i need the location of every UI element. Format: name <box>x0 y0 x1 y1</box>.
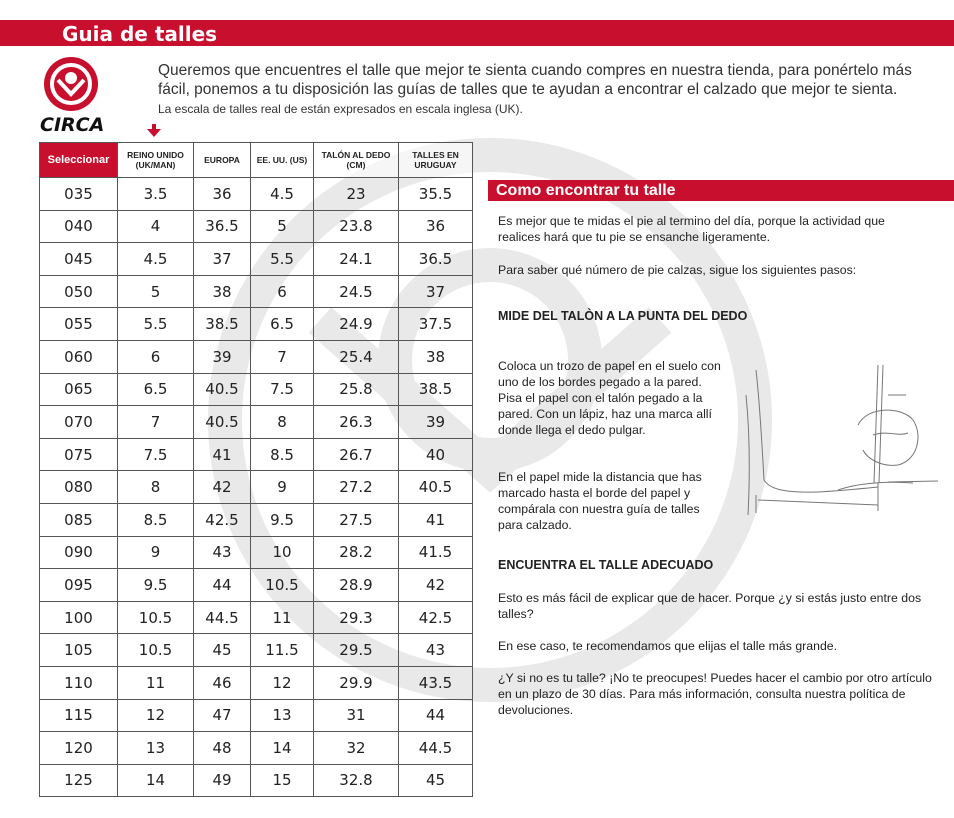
cell-cm: 23 <box>314 178 399 211</box>
cell-cm: 24.1 <box>314 243 399 276</box>
cell-us: 10 <box>251 536 314 569</box>
cell-uk: 7.5 <box>118 438 194 471</box>
cell-uruguay: 38.5 <box>399 373 473 406</box>
cell-select-code[interactable]: 110 <box>40 666 118 699</box>
cell-uruguay: 41 <box>399 503 473 536</box>
cell-uk: 9.5 <box>118 569 194 602</box>
cell-cm: 24.9 <box>314 308 399 341</box>
table-row[interactable] <box>40 503 473 536</box>
circa-logo <box>38 54 104 136</box>
cell-select-code[interactable]: 035 <box>40 178 118 211</box>
section-title: Como encontrar tu talle <box>496 182 676 199</box>
cell-europe: 44 <box>194 569 251 602</box>
arrow-down-icon <box>146 124 162 138</box>
paragraph-step-measure: En el papel mide la distancia que has marcado hasta el borde del papel y compárala con nuestra guía de talles para calzado. <box>498 470 702 532</box>
table-row[interactable] <box>40 634 473 667</box>
cell-cm: 29.9 <box>314 666 399 699</box>
cell-select-code[interactable]: 105 <box>40 634 118 667</box>
cell-cm: 32.8 <box>314 764 399 797</box>
cell-us: 8.5 <box>251 438 314 471</box>
cell-us: 10.5 <box>251 569 314 602</box>
cell-uk: 10.5 <box>118 634 194 667</box>
heading-find-size: ENCUENTRA EL TALLE ADECUADO <box>498 558 714 572</box>
cell-us: 5 <box>251 210 314 243</box>
cell-select-code[interactable]: 125 <box>40 764 118 797</box>
cell-us: 14 <box>251 732 314 765</box>
cell-uk: 8.5 <box>118 503 194 536</box>
cell-uk: 9 <box>118 536 194 569</box>
cell-uruguay: 43 <box>399 634 473 667</box>
cell-us: 5.5 <box>251 243 314 276</box>
cell-europe: 37 <box>194 243 251 276</box>
table-row[interactable] <box>40 666 473 699</box>
cell-uruguay: 36.5 <box>399 243 473 276</box>
cell-cm: 28.2 <box>314 536 399 569</box>
table-row[interactable] <box>40 601 473 634</box>
cell-uk: 6 <box>118 340 194 373</box>
cell-europe: 48 <box>194 732 251 765</box>
table-row[interactable] <box>40 340 473 373</box>
cell-us: 7 <box>251 340 314 373</box>
column-header-europe: EUROPA <box>194 143 251 178</box>
cell-select-code[interactable]: 040 <box>40 210 118 243</box>
cell-uruguay: 37.5 <box>399 308 473 341</box>
cell-uk: 10.5 <box>118 601 194 634</box>
cell-uk: 3.5 <box>118 178 194 211</box>
paragraph-tip: Es mejor que te midas el pie al termino del día, porque la actividad que realices hará que tu pie se ensanche ligeramente. <box>498 214 885 244</box>
cell-select-code[interactable]: 060 <box>40 340 118 373</box>
cell-europe: 36 <box>194 178 251 211</box>
cell-europe: 40.5 <box>194 373 251 406</box>
cell-uruguay: 35.5 <box>399 178 473 211</box>
table-header-row <box>40 143 473 178</box>
cell-cm: 23.8 <box>314 210 399 243</box>
cell-uk: 13 <box>118 732 194 765</box>
cell-select-code[interactable]: 075 <box>40 438 118 471</box>
cell-uruguay: 44 <box>399 699 473 732</box>
logo-text: CIRCA <box>40 114 104 136</box>
cell-uruguay: 36 <box>399 210 473 243</box>
intro-text: Queremos que encuentres el talle que mejor te sienta cuando compres en nuestra tienda, para ponértelo más fácil, ponemos a tu disposición las guías de talles que te ayudan a encontrar el calzado que mejor te sienta. <box>158 62 912 98</box>
cell-europe: 46 <box>194 666 251 699</box>
table-row[interactable] <box>40 699 473 732</box>
cell-cm: 25.4 <box>314 340 399 373</box>
cell-uk: 6.5 <box>118 373 194 406</box>
intro-note: La escala de talles real de están expresados en escala inglesa (UK). <box>158 102 523 116</box>
cell-select-code[interactable]: 085 <box>40 503 118 536</box>
cell-europe: 36.5 <box>194 210 251 243</box>
cell-cm: 25.8 <box>314 373 399 406</box>
column-header-select[interactable]: Seleccionar <box>40 143 118 178</box>
cell-uk: 5.5 <box>118 308 194 341</box>
cell-uk: 11 <box>118 666 194 699</box>
cell-cm: 26.3 <box>314 406 399 439</box>
cell-select-code[interactable]: 065 <box>40 373 118 406</box>
table-row[interactable] <box>40 373 473 406</box>
cell-select-code[interactable]: 080 <box>40 471 118 504</box>
cell-uruguay: 41.5 <box>399 536 473 569</box>
paragraph-step-paper: Coloca un trozo de papel en el suelo con uno de los bordes pegado a la pared. Pisa el papel con el talón pegado a la pared. Con un lápiz, haz una marca allí donde llega el dedo pulgar. <box>498 359 721 437</box>
cell-select-code[interactable]: 120 <box>40 732 118 765</box>
cell-select-code[interactable]: 045 <box>40 243 118 276</box>
cell-uk: 4.5 <box>118 243 194 276</box>
cell-uruguay: 38 <box>399 340 473 373</box>
cell-select-code[interactable]: 095 <box>40 569 118 602</box>
cell-europe: 43 <box>194 536 251 569</box>
cell-cm: 29.5 <box>314 634 399 667</box>
cell-europe: 42.5 <box>194 503 251 536</box>
cell-uk: 14 <box>118 764 194 797</box>
cell-cm: 24.5 <box>314 275 399 308</box>
cell-uk: 12 <box>118 699 194 732</box>
column-header-uruguay: TALLES EN URUGUAY <box>399 143 473 178</box>
cell-us: 6.5 <box>251 308 314 341</box>
cell-europe: 40.5 <box>194 406 251 439</box>
cell-us: 11 <box>251 601 314 634</box>
cell-select-code[interactable]: 090 <box>40 536 118 569</box>
cell-europe: 38 <box>194 275 251 308</box>
cell-uruguay: 42.5 <box>399 601 473 634</box>
cell-select-code[interactable]: 050 <box>40 275 118 308</box>
cell-us: 8 <box>251 406 314 439</box>
foot-measure-illustration <box>738 365 950 525</box>
column-header-cm: TALÓN AL DEDO (CM) <box>314 143 399 178</box>
table-row[interactable] <box>40 275 473 308</box>
cell-select-code[interactable]: 115 <box>40 699 118 732</box>
paragraph-returns: ¿Y si no es tu talle? ¡No te preocupes! Puedes hacer el cambio por otro artículo en un plazo de 30 días. Para más información, consulta nuestra política de devoluciones. <box>498 671 932 717</box>
cell-uruguay: 45 <box>399 764 473 797</box>
cell-cm: 26.7 <box>314 438 399 471</box>
cell-cm: 28.9 <box>314 569 399 602</box>
cell-cm: 27.5 <box>314 503 399 536</box>
cell-europe: 49 <box>194 764 251 797</box>
table-row[interactable] <box>40 732 473 765</box>
cell-europe: 41 <box>194 438 251 471</box>
page-title: Guia de talles <box>62 22 218 46</box>
cell-europe: 45 <box>194 634 251 667</box>
table-row[interactable] <box>40 471 473 504</box>
cell-uruguay: 42 <box>399 569 473 602</box>
table-row[interactable] <box>40 569 473 602</box>
cell-europe: 38.5 <box>194 308 251 341</box>
size-table <box>39 142 473 797</box>
paragraph-between-sizes: Esto es más fácil de explicar que de hacer. Porque ¿y si estás justo entre dos talles? <box>498 591 922 621</box>
cell-us: 15 <box>251 764 314 797</box>
table-row[interactable] <box>40 764 473 797</box>
heading-measure: MIDE DEL TALÒN A LA PUNTA DEL DEDO <box>498 309 748 323</box>
cell-us: 4.5 <box>251 178 314 211</box>
paragraph-steps: Para saber qué número de pie calzas, sigue los siguientes pasos: <box>498 263 857 277</box>
cell-cm: 32 <box>314 732 399 765</box>
cell-europe: 39 <box>194 340 251 373</box>
cell-us: 13 <box>251 699 314 732</box>
cell-uk: 5 <box>118 275 194 308</box>
cell-us: 9 <box>251 471 314 504</box>
cell-uruguay: 43.5 <box>399 666 473 699</box>
cell-uk: 4 <box>118 210 194 243</box>
table-row[interactable] <box>40 178 473 211</box>
cell-cm: 27.2 <box>314 471 399 504</box>
cell-select-code[interactable]: 100 <box>40 601 118 634</box>
table-row[interactable] <box>40 210 473 243</box>
cell-europe: 47 <box>194 699 251 732</box>
column-header-uk: REINO UNIDO (UK/MAN) <box>118 143 194 178</box>
cell-uruguay: 40 <box>399 438 473 471</box>
cell-us: 9.5 <box>251 503 314 536</box>
cell-us: 6 <box>251 275 314 308</box>
cell-uruguay: 40.5 <box>399 471 473 504</box>
table-row[interactable] <box>40 308 473 341</box>
paragraph-recommend: En ese caso, te recomendamos que elijas el talle más grande. <box>498 639 838 653</box>
cell-us: 7.5 <box>251 373 314 406</box>
cell-select-code[interactable]: 070 <box>40 406 118 439</box>
table-row[interactable] <box>40 438 473 471</box>
cell-uruguay: 44.5 <box>399 732 473 765</box>
cell-cm: 31 <box>314 699 399 732</box>
table-row[interactable] <box>40 536 473 569</box>
cell-europe: 44.5 <box>194 601 251 634</box>
table-row[interactable] <box>40 406 473 439</box>
column-header-us: EE. UU. (US) <box>251 143 314 178</box>
cell-cm: 29.3 <box>314 601 399 634</box>
cell-uk: 8 <box>118 471 194 504</box>
cell-us: 11.5 <box>251 634 314 667</box>
cell-europe: 42 <box>194 471 251 504</box>
cell-select-code[interactable]: 055 <box>40 308 118 341</box>
cell-uruguay: 39 <box>399 406 473 439</box>
cell-us: 12 <box>251 666 314 699</box>
table-row[interactable] <box>40 243 473 276</box>
cell-uruguay: 37 <box>399 275 473 308</box>
cell-uk: 7 <box>118 406 194 439</box>
